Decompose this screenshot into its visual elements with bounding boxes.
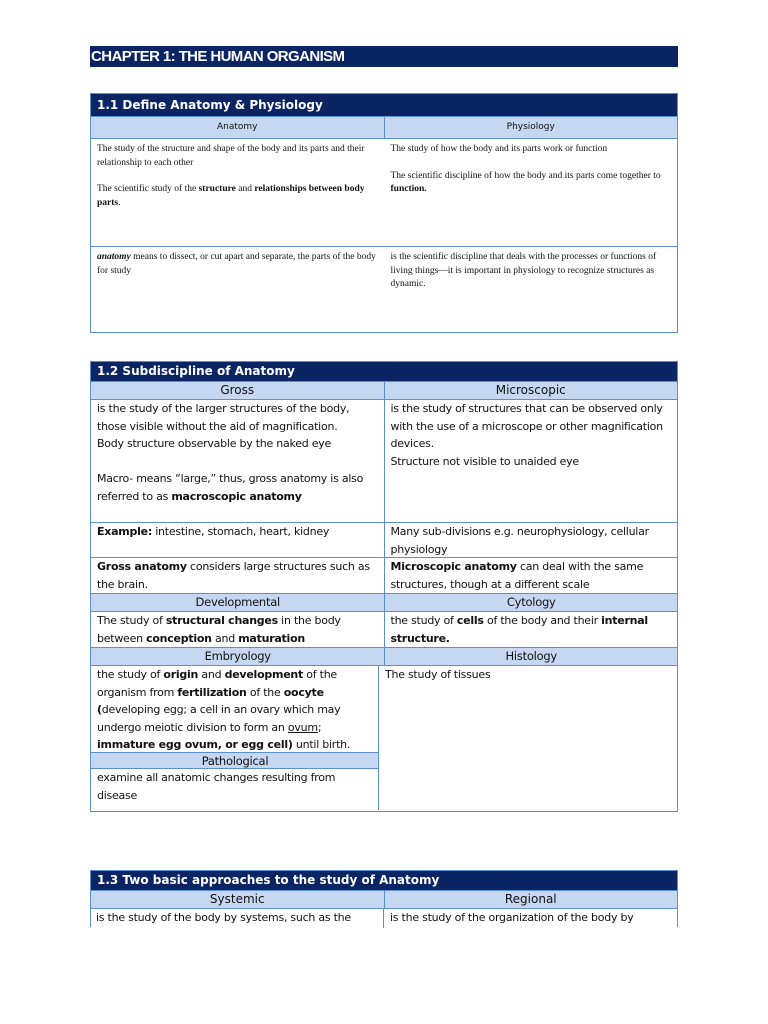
anatomy-meaning-cell: anatomy means to dissect, or cut apart and separate, the parts of the body for study <box>97 252 376 276</box>
systemic-header: Systemic <box>91 891 385 908</box>
gross-header: Gross <box>91 382 385 399</box>
physiology-meaning-cell: is the scientific discipline that deals with the processes or functions of living things—it is important in physiology to recognize structures as dynamic. <box>390 252 657 289</box>
embryology-description: the study of origin and development of the organism from fertilization of the oocyte (developing egg; a cell in an ovary which may undergo meiotic division to form an ovum; immature egg ovum, or egg cell) until birth. <box>97 668 351 751</box>
subheader-row <box>91 593 677 611</box>
section-subdiscipline-anatomy <box>90 361 678 812</box>
regional-description: is the study of the organization of the body by <box>390 911 634 924</box>
microscopic-description: is the study of structures that can be observed only with the use of a microscope or other magnification devices. Structure not visible to unaided eye <box>390 402 663 468</box>
physiology-definition-1: The study of how the body and its parts work or function <box>390 144 608 154</box>
meaning-row <box>91 246 677 333</box>
section-header: 1.2 Subdiscipline of Anatomy <box>91 362 677 381</box>
anatomy-header: Anatomy <box>91 117 385 138</box>
section-header: 1.1 Define Anatomy & Physiology <box>91 94 677 116</box>
chapter-title: CHAPTER 1: THE HUMAN ORGANISM <box>90 46 678 67</box>
cytology-header: Cytology <box>385 594 678 611</box>
anatomy-definition-2: The scientific study of the structure and relationships between body parts. <box>97 184 365 208</box>
gross-description: is the study of the larger structures of the body, those visible without the aid of magnification. Body structure observable by the naked eye Macro- means “large,” thus, gross anatomy is also referred to as macroscopic anatomy <box>91 400 385 522</box>
developmental-description: The study of structural changes in the body between conception and maturation <box>91 612 385 647</box>
anatomy-definition-1: The study of the structure and shape of the body and its parts and their relationship to each other <box>97 144 365 168</box>
microscopic-subdivisions: Many sub-divisions e.g. neurophysiology, cellular physiology <box>390 525 649 556</box>
microscopic-header: Microscopic <box>495 383 566 397</box>
subheader-row <box>91 647 677 665</box>
definition-row <box>91 138 677 246</box>
anatomy-definition-cell <box>91 139 385 246</box>
table-row <box>91 557 677 593</box>
table-row <box>91 399 677 522</box>
physiology-definition-2: The scientific discipline of how the body and its parts come together to function. <box>390 170 661 194</box>
microscopic-anatomy-note: Microscopic anatomy can deal with the same structures, though at a different scale <box>390 560 644 591</box>
column-headers <box>91 381 677 399</box>
table-row <box>91 522 677 557</box>
column-headers <box>91 890 677 908</box>
gross-example: Example: intestine, stomach, heart, kidney <box>91 523 385 557</box>
cytology-description: the study of cells of the body and their internal structure. <box>390 614 648 645</box>
regional-header: Regional <box>504 892 557 906</box>
section-approaches-anatomy <box>90 870 678 927</box>
gross-anatomy-note: Gross anatomy considers large structures such as the brain. <box>91 558 385 593</box>
pathological-description: examine all anatomic changes resulting from disease <box>97 771 336 802</box>
histology-header: Histology <box>385 648 678 665</box>
embryology-header: Embryology <box>91 648 385 665</box>
table-row <box>91 908 677 928</box>
physiology-header: Physiology <box>506 122 555 132</box>
pathological-header: Pathological <box>91 752 378 769</box>
table-row <box>91 611 677 647</box>
histology-description: The study of tissues <box>385 668 491 681</box>
physiology-definition-cell <box>385 139 678 246</box>
column-headers <box>91 116 677 138</box>
systemic-description: is the study of the body by systems, such as the <box>91 909 384 928</box>
developmental-header: Developmental <box>91 594 385 611</box>
section-define-anatomy-physiology <box>90 93 678 333</box>
section-header: 1.3 Two basic approaches to the study of Anatomy <box>91 871 677 890</box>
table-row <box>91 665 677 810</box>
